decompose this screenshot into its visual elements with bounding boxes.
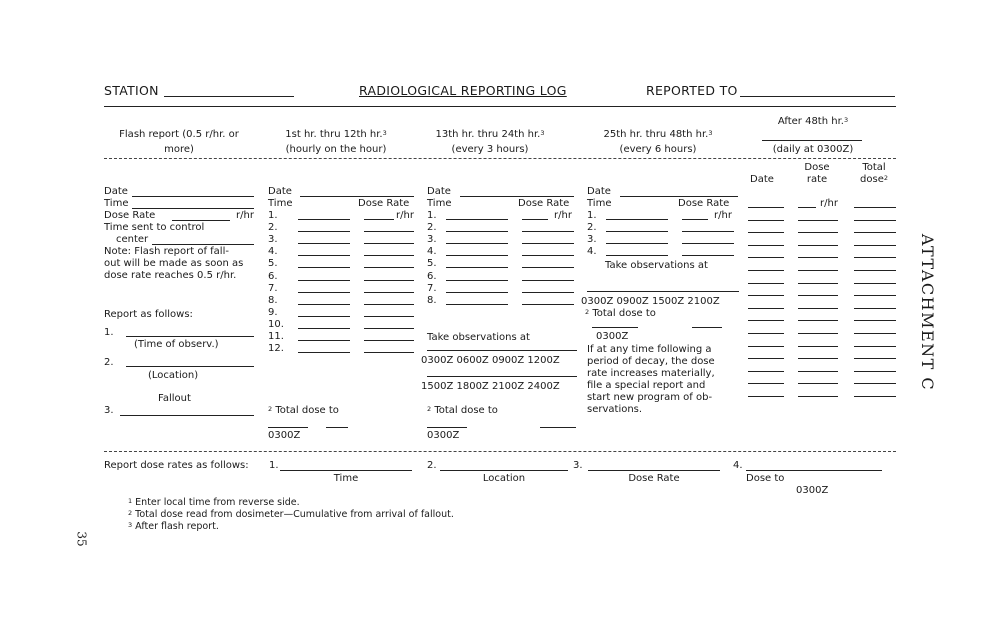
col2-row-dose-field[interactable] [364,340,414,341]
bottom-n2: 2. [427,460,437,471]
col3-row-number: 8. [427,294,437,306]
page-number: 35 [74,531,89,547]
col2-time-label: Time [268,198,293,209]
col1-time-label: Time [104,198,129,209]
col2-row-time-field[interactable] [298,255,350,256]
footnote-1: $^1$ Enter local time from reverse side. [128,497,300,508]
col2-row-number: 11. [268,331,284,342]
col2-total-dose-field-b[interactable] [326,427,348,428]
col2-row-dose-field[interactable] [364,352,414,353]
col5-row-date-field[interactable] [748,257,784,258]
col5-row-total-dose-field[interactable] [854,220,896,221]
col5-row-dose-rate-field[interactable] [798,333,838,334]
col4-note-line2: period of decay, the dose [587,356,715,367]
col5-row-date-field[interactable] [748,346,784,347]
col2-row-dose-field[interactable] [364,292,414,293]
col5-row-dose-rate-field[interactable] [798,346,838,347]
col5-row-total-dose-field[interactable] [854,383,896,384]
col5-row-total-dose-field[interactable] [854,232,896,233]
col2-row-number: 7. [268,282,278,294]
col4-row-number: 3. [587,234,597,246]
footnote-3: $^3$ After flash report. [128,521,219,532]
form-title: RADIOLOGICAL REPORTING LOG [359,83,567,98]
bottom-dose-rate-field[interactable] [588,470,720,471]
col4-0300z: 0300Z [596,331,629,342]
col5-row-date-field[interactable] [748,358,784,359]
col4-dose-rate-label: Dose Rate [678,198,730,209]
col2-row-time-field[interactable] [298,316,350,317]
col3-obs-field-row1[interactable] [427,350,577,351]
col1-time-sent-line1: Time sent to control [104,222,205,233]
station-field[interactable] [164,96,294,97]
col2-row-dose-field[interactable] [364,328,414,329]
col5-row-date-field[interactable] [748,270,784,271]
col5-date-field[interactable] [762,140,862,141]
col5-row-dose-rate-field[interactable] [798,245,838,246]
col3-obs-field-row2[interactable] [427,376,577,377]
col5-heading-line2: (daily at 0300Z) [772,144,854,155]
bottom-dose-to-label: Dose to [746,473,785,484]
col3-row-dose-field[interactable] [522,280,574,281]
col2-row-time-field[interactable] [298,304,350,305]
col1-location-field[interactable] [126,366,254,367]
col3-row-number: 1. [427,210,437,221]
col3-row-dose-field[interactable] [522,243,574,244]
col2-row-number: 8. [268,294,278,306]
col5-row-date-field[interactable] [748,383,784,384]
col5-total-dose-line2: dose$^2$ [860,174,888,185]
col5-row-dose-rate-field[interactable] [798,295,838,296]
bottom-n1: 1. [269,460,279,471]
attachment-side-title-text: ATTACHMENT C [918,233,938,391]
col3-times-row2: 1500Z 1800Z 2100Z 2400Z [421,381,560,392]
col2-row-dose-field[interactable] [364,304,414,305]
col2-date-field[interactable] [300,196,414,197]
col5-row-date-field[interactable] [748,232,784,233]
bottom-n4: 4. [733,460,743,471]
col2-row-time-field[interactable] [298,231,350,232]
col4-note-line3: rate increases materially, [587,368,715,379]
col2-row-dose-field[interactable] [364,219,394,220]
col3-row-time-field[interactable] [446,280,508,281]
footnote-2: $^2$ Total dose read from dosimeter—Cumulative from arrival of fallout. [128,509,454,520]
col5-row-total-dose-field[interactable] [854,245,896,246]
col1-date-field[interactable] [132,196,254,197]
col3-row-time-field[interactable] [446,255,508,256]
col5-row-dose-rate-field[interactable] [798,358,838,359]
col3-unit: r/hr [554,210,572,221]
col3-total-dose: $^2$ Total dose to [427,405,498,416]
col2-row-time-field[interactable] [298,340,350,341]
col5-row-dose-rate-field[interactable] [798,207,816,208]
col3-row-dose-field[interactable] [522,304,574,305]
bottom-report-label: Report dose rates as follows: [104,460,249,471]
col5-row-date-field[interactable] [748,220,784,221]
col2-row-time-field[interactable] [298,267,350,268]
col4-heading-line2: (every 6 hours) [619,144,697,155]
col3-row-time-field[interactable] [446,267,508,268]
col1-time-sent-field[interactable] [152,244,254,245]
col5-row-dose-rate-field[interactable] [798,270,838,271]
col4-note-line6: servations. [587,404,643,415]
col2-total-dose: $^2$ Total dose to [268,405,339,416]
col3-0300z: 0300Z [427,430,460,441]
col3-row-time-field[interactable] [446,231,508,232]
col5-row-total-dose-field[interactable] [854,207,896,208]
col2-0300z: 0300Z [268,430,301,441]
col5-row-date-field[interactable] [748,207,784,208]
bottom-rule [104,451,896,452]
header-rule [104,106,896,107]
col3-row-number: 3. [427,234,437,246]
col1-note-line3: dose rate reaches 0.5 r/hr. [104,270,237,281]
col3-date-label: Date [427,186,451,197]
col5-row-date-field[interactable] [748,396,784,397]
col4-row-number: 1. [587,210,597,221]
col5-row-total-dose-field[interactable] [854,295,896,296]
col2-row-dose-field[interactable] [364,255,414,256]
col2-row-number: 12. [268,343,284,355]
col1-heading-line2: more) [164,144,194,155]
col3-time-label: Time [427,198,452,209]
col3-dose-rate-label: Dose Rate [518,198,570,209]
col5-row-date-field[interactable] [748,333,784,334]
col2-row-dose-field[interactable] [364,280,414,281]
col5-dose-rate-line1: Dose [804,162,830,173]
col5-heading-line1: After 48th hr.$^3$ [777,116,849,127]
col5-total-dose-line1: Total [862,162,886,173]
col5-row-total-dose-field[interactable] [854,283,896,284]
station-label: STATION [104,83,159,98]
col2-row-time-field[interactable] [298,292,350,293]
col3-times-row1: 0300Z 0600Z 0900Z 1200Z [421,355,560,366]
col4-row-dose-field[interactable] [682,243,734,244]
col3-take-obs: Take observations at [427,332,530,343]
col5-row-dose-rate-field[interactable] [798,283,838,284]
col1-dose-rate-unit: r/hr [236,210,254,221]
col2-row-number: 10. [268,318,284,330]
col2-row-number: 1. [268,210,278,221]
col2-row-number: 6. [268,270,278,282]
col2-row-dose-field[interactable] [364,231,414,232]
col2-row-time-field[interactable] [298,219,350,220]
col3-date-field[interactable] [460,196,574,197]
col3-total-dose-field-b[interactable] [540,427,576,428]
col4-total-dose-field-a[interactable] [592,327,638,328]
bottom-dose-to-field[interactable] [746,470,882,471]
col4-total-dose: $^2$ Total dose to [585,308,656,319]
col4-heading-line1: 25th hr. thru 48th hr.$^3$ [603,129,713,140]
col4-times-row: 0300Z 0900Z 1500Z 2100Z [581,296,720,307]
col2-row-number: 4. [268,246,278,258]
col2-row-dose-field[interactable] [364,267,414,268]
col4-date-field[interactable] [620,196,738,197]
col3-row-time-field[interactable] [446,292,508,293]
col5-row-total-dose-field[interactable] [854,308,896,309]
col4-row-time-field[interactable] [606,243,668,244]
col3-row-dose-field[interactable] [522,255,574,256]
col1-item2-num: 2. [104,357,114,368]
col3-row-number: 4. [427,246,437,258]
col5-row-total-dose-field[interactable] [854,396,896,397]
col4-time-label: Time [587,198,612,209]
col1-heading-line1: Flash report (0.5 r/hr. or [119,129,239,140]
bottom-time-field[interactable] [280,470,412,471]
col5-row-dose-rate-field[interactable] [798,232,838,233]
col3-total-dose-field-a[interactable] [427,427,467,428]
col5-row-date-field[interactable] [748,371,784,372]
col1-time-of-observ-field[interactable] [126,336,254,337]
col3-heading-line1: 13th hr. thru 24th hr.$^3$ [435,129,545,140]
col5-row-date-field[interactable] [748,295,784,296]
col3-row-time-field[interactable] [446,243,508,244]
col3-row-time-field[interactable] [446,304,508,305]
col1-report-as-follows: Report as follows: [104,309,193,320]
col5-row-date-field[interactable] [748,245,784,246]
col5-row-total-dose-field[interactable] [854,358,896,359]
col3-row-dose-field[interactable] [522,231,574,232]
col2-total-dose-field-a[interactable] [268,427,308,428]
bottom-n3: 3. [573,460,583,471]
col2-unit: r/hr [396,210,414,221]
col2-row-time-field[interactable] [298,328,350,329]
col3-row-dose-field[interactable] [522,219,548,220]
col5-row-total-dose-field[interactable] [854,320,896,321]
col2-row-time-field[interactable] [298,352,350,353]
col1-item2-label: (Location) [148,370,199,381]
bottom-location-label: Location [482,473,526,484]
col2-date-label: Date [268,186,292,197]
col5-row-dose-rate-field[interactable] [798,320,838,321]
col4-total-dose-field-b[interactable] [692,327,722,328]
heading-rule [104,158,896,159]
col3-row-number: 6. [427,270,437,282]
col5-row-date-field[interactable] [748,320,784,321]
col2-dose-rate-label: Dose Rate [358,198,410,209]
reported-to-label: REPORTED TO [646,83,738,98]
col4-row-number: 2. [587,222,597,234]
col1-time-sent-line2: center [116,234,149,245]
reported-to-field[interactable] [740,96,895,97]
col1-fallout-label: Fallout [158,393,191,404]
col5-unit: r/hr [820,198,838,209]
col5-date-label: Date [750,174,774,185]
col2-row-number: 5. [268,258,278,270]
col2-row-number: 2. [268,222,278,234]
col4-row-number: 4. [587,246,597,258]
col5-dose-rate-line2: rate [806,174,828,185]
col5-row-date-field[interactable] [748,308,784,309]
col4-date-label: Date [587,186,611,197]
col4-unit: r/hr [714,210,732,221]
col2-heading-line1: 1st hr. thru 12th hr.$^3$ [285,129,387,140]
bottom-dose-rate-label: Dose Rate [628,473,680,484]
col4-row-dose-field[interactable] [682,231,734,232]
col5-row-total-dose-field[interactable] [854,257,896,258]
col5-row-total-dose-field[interactable] [854,333,896,334]
col3-row-dose-field[interactable] [522,292,574,293]
col4-row-time-field[interactable] [606,255,668,256]
col2-row-number: 9. [268,306,278,318]
col5-row-dose-rate-field[interactable] [798,220,838,221]
col3-row-number: 5. [427,258,437,270]
col1-fallout-field[interactable] [120,415,254,416]
col1-note-line2: out will be made as soon as [104,258,244,269]
col5-row-total-dose-field[interactable] [854,371,896,372]
col2-row-dose-field[interactable] [364,316,414,317]
col2-row-number: 3. [268,234,278,246]
col5-row-dose-rate-field[interactable] [798,396,838,397]
col2-heading-line2: (hourly on the hour) [285,144,387,155]
col3-row-number: 7. [427,282,437,294]
col1-item1-label: (Time of observ.) [134,339,219,350]
col2-row-dose-field[interactable] [364,243,414,244]
col1-date-label: Date [104,186,128,197]
col5-row-dose-rate-field[interactable] [798,371,838,372]
col1-item3-num: 3. [104,405,114,416]
attachment-side-title [913,232,943,392]
col4-take-obs: Take observations at [605,260,708,271]
col1-dose-rate-label: Dose Rate [104,210,156,221]
col1-item1-num: 1. [104,327,114,338]
col5-row-dose-rate-field[interactable] [798,308,838,309]
col4-row-dose-field[interactable] [682,219,708,220]
col4-obs-field[interactable] [587,291,739,292]
col5-row-total-dose-field[interactable] [854,346,896,347]
col2-row-time-field[interactable] [298,280,350,281]
col5-row-total-dose-field[interactable] [854,270,896,271]
col4-note-line4: file a special report and [587,380,706,391]
col3-row-dose-field[interactable] [522,267,574,268]
col5-row-dose-rate-field[interactable] [798,257,838,258]
col1-note-line1: Note: Flash report of fall- [104,246,229,257]
col4-row-time-field[interactable] [606,231,668,232]
bottom-location-field[interactable] [440,470,568,471]
col1-dose-rate-field[interactable] [172,220,230,221]
col3-heading-line2: (every 3 hours) [451,144,529,155]
col4-note-line1: If at any time following a [587,344,712,355]
col5-row-date-field[interactable] [748,283,784,284]
col1-time-field[interactable] [132,208,254,209]
bottom-0300z: 0300Z [796,485,829,496]
col5-row-dose-rate-field[interactable] [798,383,838,384]
col3-row-time-field[interactable] [446,219,508,220]
col4-row-dose-field[interactable] [682,255,734,256]
bottom-time-label: Time [333,473,359,484]
col3-row-number: 2. [427,222,437,234]
col2-row-time-field[interactable] [298,243,350,244]
col4-note-line5: start new program of ob- [587,392,713,403]
col4-row-time-field[interactable] [606,219,668,220]
